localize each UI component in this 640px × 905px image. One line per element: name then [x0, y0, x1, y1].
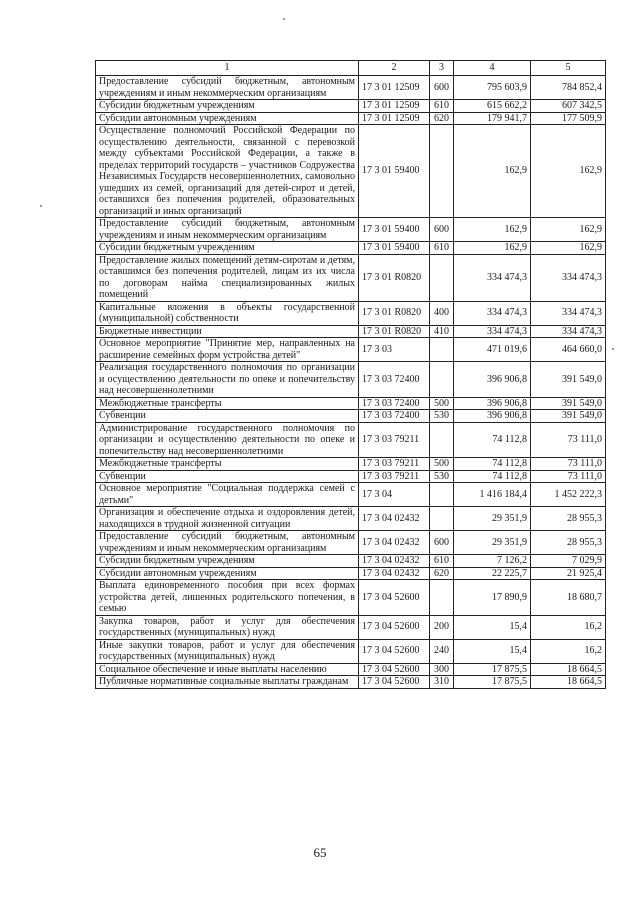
row-expense-type-cell	[430, 580, 454, 616]
row-value-year1-cell: 7 126,2	[454, 555, 531, 568]
row-name-cell: Субсидии автономным учреждениям	[96, 112, 359, 125]
row-name-cell: Реализация государственного полномочия по организации и осуществлению деятельности по опеке и попечительству над несовершеннолетними	[96, 362, 359, 398]
row-code-cell: 17 3 04 02432	[359, 507, 430, 531]
table-row	[96, 254, 606, 301]
row-expense-type-cell: 610	[430, 242, 454, 255]
row-name-cell: Предоставление субсидий бюджетным, автономным учреждениям и иным некоммерческим организациям	[96, 76, 359, 100]
row-name-cell: Субвенции	[96, 470, 359, 483]
row-expense-type-cell	[430, 125, 454, 218]
row-expense-type-cell: 600	[430, 76, 454, 100]
scan-speck	[612, 348, 614, 350]
row-name-cell: Субвенции	[96, 410, 359, 423]
row-code-cell: 17 3 01 12509	[359, 76, 430, 100]
budget-table	[95, 60, 606, 689]
row-expense-type-cell	[430, 338, 454, 362]
row-value-year1-cell: 17 875,5	[454, 663, 531, 676]
row-value-year1-cell: 74 112,8	[454, 470, 531, 483]
row-value-year2-cell: 334 474,3	[531, 301, 606, 325]
table-row	[96, 325, 606, 338]
row-code-cell: 17 3 01 59400	[359, 218, 430, 242]
page-number: 65	[313, 845, 327, 860]
row-expense-type-cell: 610	[430, 555, 454, 568]
row-name-cell: Межбюджетные трансферты	[96, 397, 359, 410]
scan-speck	[283, 18, 285, 20]
row-name-cell: Субсидии бюджетным учреждениям	[96, 555, 359, 568]
row-expense-type-cell	[430, 507, 454, 531]
row-value-year2-cell: 18 680,7	[531, 580, 606, 616]
row-value-year1-cell: 615 662,2	[454, 100, 531, 113]
row-value-year2-cell: 1 452 222,3	[531, 483, 606, 507]
row-expense-type-cell	[430, 254, 454, 301]
row-value-year2-cell: 391 549,0	[531, 362, 606, 398]
table-row	[96, 112, 606, 125]
header-row	[96, 61, 606, 76]
row-value-year1-cell: 15,4	[454, 639, 531, 663]
table-row	[96, 422, 606, 458]
row-value-year2-cell: 391 549,0	[531, 410, 606, 423]
row-expense-type-cell: 610	[430, 100, 454, 113]
row-value-year1-cell: 471 019,6	[454, 338, 531, 362]
row-value-year1-cell: 334 474,3	[454, 301, 531, 325]
row-code-cell: 17 3 04 52600	[359, 663, 430, 676]
table-row	[96, 100, 606, 113]
table-row	[96, 338, 606, 362]
row-name-cell: Бюджетные инвестиции	[96, 325, 359, 338]
table-row	[96, 580, 606, 616]
column-header: 2	[359, 61, 430, 76]
row-expense-type-cell: 310	[430, 676, 454, 689]
table-row	[96, 76, 606, 100]
table-row	[96, 676, 606, 689]
row-code-cell: 17 3 03	[359, 338, 430, 362]
row-value-year2-cell: 334 474,3	[531, 325, 606, 338]
row-name-cell: Субсидии бюджетным учреждениям	[96, 100, 359, 113]
column-header: 5	[531, 61, 606, 76]
row-expense-type-cell: 620	[430, 112, 454, 125]
row-value-year1-cell: 74 112,8	[454, 458, 531, 471]
row-code-cell: 17 3 04 02432	[359, 567, 430, 580]
table-row	[96, 218, 606, 242]
row-name-cell: Предоставление субсидий бюджетным, автономным учреждениям и иным некоммерческим организациям	[96, 531, 359, 555]
row-value-year1-cell: 334 474,3	[454, 325, 531, 338]
row-name-cell: Предоставление жилых помещений детям-сиротам и детям, оставшимся без попечения родителей, лицам из их числа по договорам найма специализированных жилых помещений	[96, 254, 359, 301]
row-value-year1-cell: 162,9	[454, 242, 531, 255]
row-value-year2-cell: 7 029,9	[531, 555, 606, 568]
row-value-year2-cell: 784 852,4	[531, 76, 606, 100]
row-name-cell: Субсидии автономным учреждениям	[96, 567, 359, 580]
row-value-year1-cell: 396 906,8	[454, 410, 531, 423]
column-header: 1	[96, 61, 359, 76]
row-code-cell: 17 3 01 59400	[359, 125, 430, 218]
table-row	[96, 483, 606, 507]
row-expense-type-cell	[430, 422, 454, 458]
row-expense-type-cell	[430, 483, 454, 507]
row-value-year2-cell: 73 111,0	[531, 470, 606, 483]
table-row	[96, 125, 606, 218]
column-header: 3	[430, 61, 454, 76]
table-row	[96, 362, 606, 398]
row-expense-type-cell	[430, 362, 454, 398]
row-code-cell: 17 3 04 52600	[359, 676, 430, 689]
row-value-year1-cell: 29 351,9	[454, 507, 531, 531]
row-value-year1-cell: 1 416 184,4	[454, 483, 531, 507]
table-row	[96, 301, 606, 325]
row-name-cell: Предоставление субсидий бюджетным, автономным учреждениям и иным некоммерческим организациям	[96, 218, 359, 242]
row-name-cell: Иные закупки товаров, работ и услуг для обеспечения государственных (муниципальных) нужд	[96, 639, 359, 663]
table-row	[96, 470, 606, 483]
row-expense-type-cell: 500	[430, 397, 454, 410]
row-value-year2-cell: 18 664,5	[531, 663, 606, 676]
table-row	[96, 397, 606, 410]
scan-speck	[40, 205, 42, 207]
row-value-year2-cell: 162,9	[531, 242, 606, 255]
row-value-year1-cell: 795 603,9	[454, 76, 531, 100]
row-code-cell: 17 3 03 79211	[359, 458, 430, 471]
row-code-cell: 17 3 01 R0820	[359, 301, 430, 325]
row-code-cell: 17 3 04 02432	[359, 531, 430, 555]
row-value-year2-cell: 391 549,0	[531, 397, 606, 410]
row-value-year1-cell: 17 875,5	[454, 676, 531, 689]
row-expense-type-cell: 240	[430, 639, 454, 663]
row-name-cell: Социальное обеспечение и иные выплаты населению	[96, 663, 359, 676]
table-row	[96, 615, 606, 639]
row-value-year1-cell: 334 474,3	[454, 254, 531, 301]
row-name-cell: Выплата единовременного пособия при всех формах устройства детей, лишенных родительского попечения, в семью	[96, 580, 359, 616]
row-code-cell: 17 3 04 52600	[359, 580, 430, 616]
row-expense-type-cell: 620	[430, 567, 454, 580]
row-value-year1-cell: 29 351,9	[454, 531, 531, 555]
row-name-cell: Администрирование государственного полномочия по организации и осуществлению деятельности по опеке и попечительству над несовершеннолетними	[96, 422, 359, 458]
row-code-cell: 17 3 03 72400	[359, 410, 430, 423]
table-row	[96, 663, 606, 676]
row-name-cell: Межбюджетные трансферты	[96, 458, 359, 471]
row-expense-type-cell: 300	[430, 663, 454, 676]
row-code-cell: 17 3 03 79211	[359, 470, 430, 483]
row-code-cell: 17 3 01 12509	[359, 112, 430, 125]
row-code-cell: 17 3 01 59400	[359, 242, 430, 255]
row-code-cell: 17 3 01 R0820	[359, 325, 430, 338]
row-value-year1-cell: 15,4	[454, 615, 531, 639]
row-value-year2-cell: 28 955,3	[531, 531, 606, 555]
row-value-year1-cell: 179 941,7	[454, 112, 531, 125]
row-expense-type-cell: 200	[430, 615, 454, 639]
table-body	[96, 76, 606, 689]
row-name-cell: Организация и обеспечение отдыха и оздоровления детей, находящихся в трудной жизненной ситуации	[96, 507, 359, 531]
row-value-year2-cell: 177 509,9	[531, 112, 606, 125]
table-row	[96, 458, 606, 471]
row-value-year1-cell: 22 225,7	[454, 567, 531, 580]
table-row	[96, 555, 606, 568]
table-row	[96, 410, 606, 423]
row-name-cell: Субсидии бюджетным учреждениям	[96, 242, 359, 255]
row-expense-type-cell: 500	[430, 458, 454, 471]
row-value-year2-cell: 73 111,0	[531, 458, 606, 471]
row-code-cell: 17 3 04 52600	[359, 639, 430, 663]
row-value-year1-cell: 396 906,8	[454, 362, 531, 398]
row-name-cell: Закупка товаров, работ и услуг для обеспечения государственных (муниципальных) нужд	[96, 615, 359, 639]
row-name-cell: Осуществление полномочий Российской Федерации по осуществлению деятельности, связанной с перевозкой между субъектами Российской Федерации, а также в пределах территорий государств – участников Содружества Независимых Государств несовершеннолетних, самовольно ушедших из семей, организаций для детей-сирот и детей, оставшихся без попечения родителей, образовательных организаций и иных организаций	[96, 125, 359, 218]
row-code-cell: 17 3 04 52600	[359, 615, 430, 639]
row-name-cell: Публичные нормативные социальные выплаты гражданам	[96, 676, 359, 689]
row-value-year2-cell: 334 474,3	[531, 254, 606, 301]
row-code-cell: 17 3 03 79211	[359, 422, 430, 458]
row-expense-type-cell: 600	[430, 218, 454, 242]
row-code-cell: 17 3 01 R0820	[359, 254, 430, 301]
row-value-year1-cell: 396 906,8	[454, 397, 531, 410]
column-header: 4	[454, 61, 531, 76]
row-expense-type-cell: 410	[430, 325, 454, 338]
row-code-cell: 17 3 04 02432	[359, 555, 430, 568]
row-expense-type-cell: 400	[430, 301, 454, 325]
row-name-cell: Капитальные вложения в объекты государственной (муниципальной) собственности	[96, 301, 359, 325]
row-name-cell: Основное мероприятие "Социальная поддержка семей с детьми"	[96, 483, 359, 507]
row-value-year2-cell: 16,2	[531, 615, 606, 639]
row-name-cell: Основное мероприятие "Принятие мер, направленных на расширение семейных форм устройства детей"	[96, 338, 359, 362]
table-row	[96, 531, 606, 555]
row-value-year1-cell: 162,9	[454, 125, 531, 218]
row-expense-type-cell: 600	[430, 531, 454, 555]
row-expense-type-cell: 530	[430, 410, 454, 423]
table-row	[96, 242, 606, 255]
table-row	[96, 567, 606, 580]
row-expense-type-cell: 530	[430, 470, 454, 483]
row-code-cell: 17 3 03 72400	[359, 362, 430, 398]
row-value-year2-cell: 16,2	[531, 639, 606, 663]
row-value-year2-cell: 162,9	[531, 125, 606, 218]
row-value-year1-cell: 74 112,8	[454, 422, 531, 458]
row-code-cell: 17 3 03 72400	[359, 397, 430, 410]
row-value-year2-cell: 28 955,3	[531, 507, 606, 531]
row-code-cell: 17 3 04	[359, 483, 430, 507]
row-value-year2-cell: 162,9	[531, 218, 606, 242]
row-value-year2-cell: 464 660,0	[531, 338, 606, 362]
table-row	[96, 639, 606, 663]
table-row	[96, 507, 606, 531]
row-value-year2-cell: 73 111,0	[531, 422, 606, 458]
row-value-year2-cell: 21 925,4	[531, 567, 606, 580]
row-code-cell: 17 3 01 12509	[359, 100, 430, 113]
row-value-year1-cell: 162,9	[454, 218, 531, 242]
row-value-year1-cell: 17 890,9	[454, 580, 531, 616]
row-value-year2-cell: 18 664,5	[531, 676, 606, 689]
row-value-year2-cell: 607 342,5	[531, 100, 606, 113]
